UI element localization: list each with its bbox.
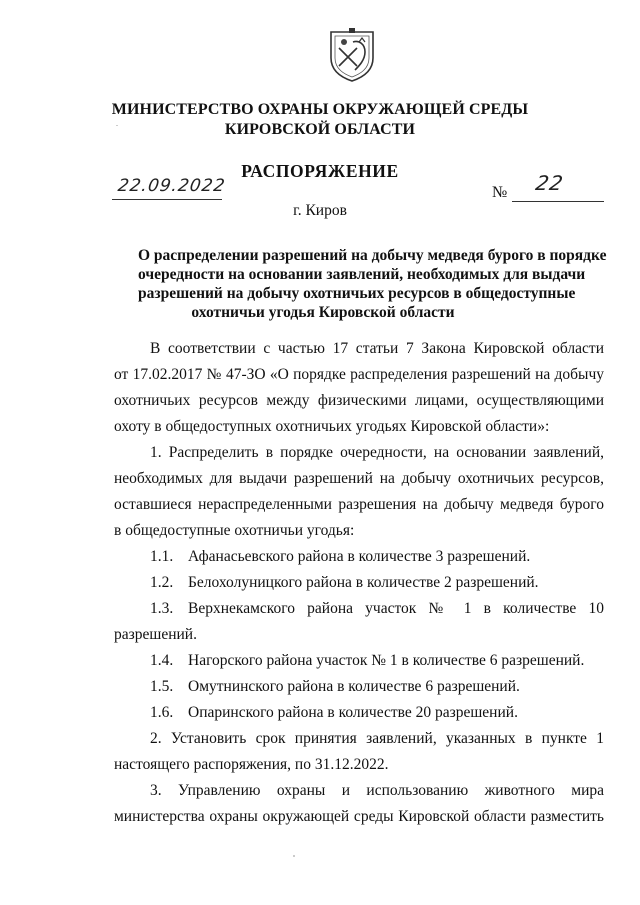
ministry-name-line-1: МИНИСТЕРСТВО ОХРАНЫ ОКРУЖАЮЩЕЙ СРЕДЫ	[111, 101, 529, 118]
city: г. Киров	[293, 202, 347, 219]
paragraph-line: охоту в общедоступных охотничьих угодьях Кировской области»:	[114, 418, 550, 435]
number-label: №	[492, 184, 508, 201]
document-type: РАСПОРЯЖЕНИЕ	[241, 161, 399, 181]
list-item-text: Омутнинского района в количестве 6 разрешений.	[188, 678, 520, 695]
paragraph-line: 3. Управлению охраны и использованию животного мира	[150, 782, 604, 799]
list-item-text: Нагорского района участок № 1 в количестве 6 разрешений.	[188, 652, 585, 669]
paragraph-line: от 17.02.2017 № 47-ЗО «О порядке распределения разрешений на добычу	[114, 366, 604, 383]
list-item-number: 1.3.	[150, 600, 174, 617]
subject-line: разрешений на добычу охотничьих ресурсов в общедоступные	[138, 285, 576, 302]
paragraph-line: 1. Распределить в порядке очередности, на основании заявлений,	[150, 444, 604, 461]
paragraph-line: необходимых для выдачи разрешений на добычу охотничьих ресурсов,	[114, 470, 604, 487]
list-item-text: Верхнекамского района участок № 1 в количестве 10	[188, 600, 604, 617]
paragraph-line: охотничьих ресурсов между физическими лицами, осуществляющими	[114, 392, 604, 409]
subject-line: О распределении разрешений на добычу медведя бурого в порядке	[138, 247, 607, 264]
kirov-coat-of-arms-icon	[329, 28, 375, 82]
paragraph-line: настоящего распоряжения, по 31.12.2022.	[114, 756, 389, 773]
list-item-continuation: разрешений.	[114, 626, 197, 643]
subject-line: очередности на основании заявлений, необходимых для выдачи	[138, 266, 586, 283]
paragraph-line: в общедоступные охотничьи угодья:	[114, 522, 355, 539]
subject-line: охотничьи угодья Кировской области	[191, 304, 455, 321]
date-underline	[112, 199, 222, 200]
ministry-name	[0, 100, 640, 140]
list-item-number: 1.1.	[150, 548, 174, 565]
list-item-number: 1.6.	[150, 704, 174, 721]
scan-speck	[116, 125, 118, 126]
list-item-text: Опаринского района в количестве 20 разрешений.	[188, 704, 518, 721]
list-item-number: 1.5.	[150, 678, 174, 695]
paragraph-line: 2. Установить срок принятия заявлений, указанных в пункте 1	[150, 730, 604, 747]
paragraph-line: В соответствии с частью 17 статьи 7 Закона Кировской области	[150, 340, 604, 357]
ministry-name-line-2: КИРОВСКОЙ ОБЛАСТИ	[224, 121, 416, 138]
paragraph-line: оставшиеся нераспределенными разрешения на добычу медведя бурого	[114, 496, 604, 513]
paragraph-line: министерства охраны окружающей среды Кировской области разместить	[114, 808, 604, 825]
list-item-number: 1.2.	[150, 574, 174, 591]
scan-speck	[293, 855, 295, 857]
list-item-text: Белохолуницкого района в количестве 2 разрешений.	[188, 574, 539, 591]
handwritten-number: 22	[533, 171, 566, 195]
list-item-text: Афанасьевского района в количестве 3 разрешений.	[188, 548, 531, 565]
list-item-number: 1.4.	[150, 652, 174, 669]
handwritten-date: 22.09.2022	[116, 176, 227, 196]
document-subject	[138, 246, 607, 322]
